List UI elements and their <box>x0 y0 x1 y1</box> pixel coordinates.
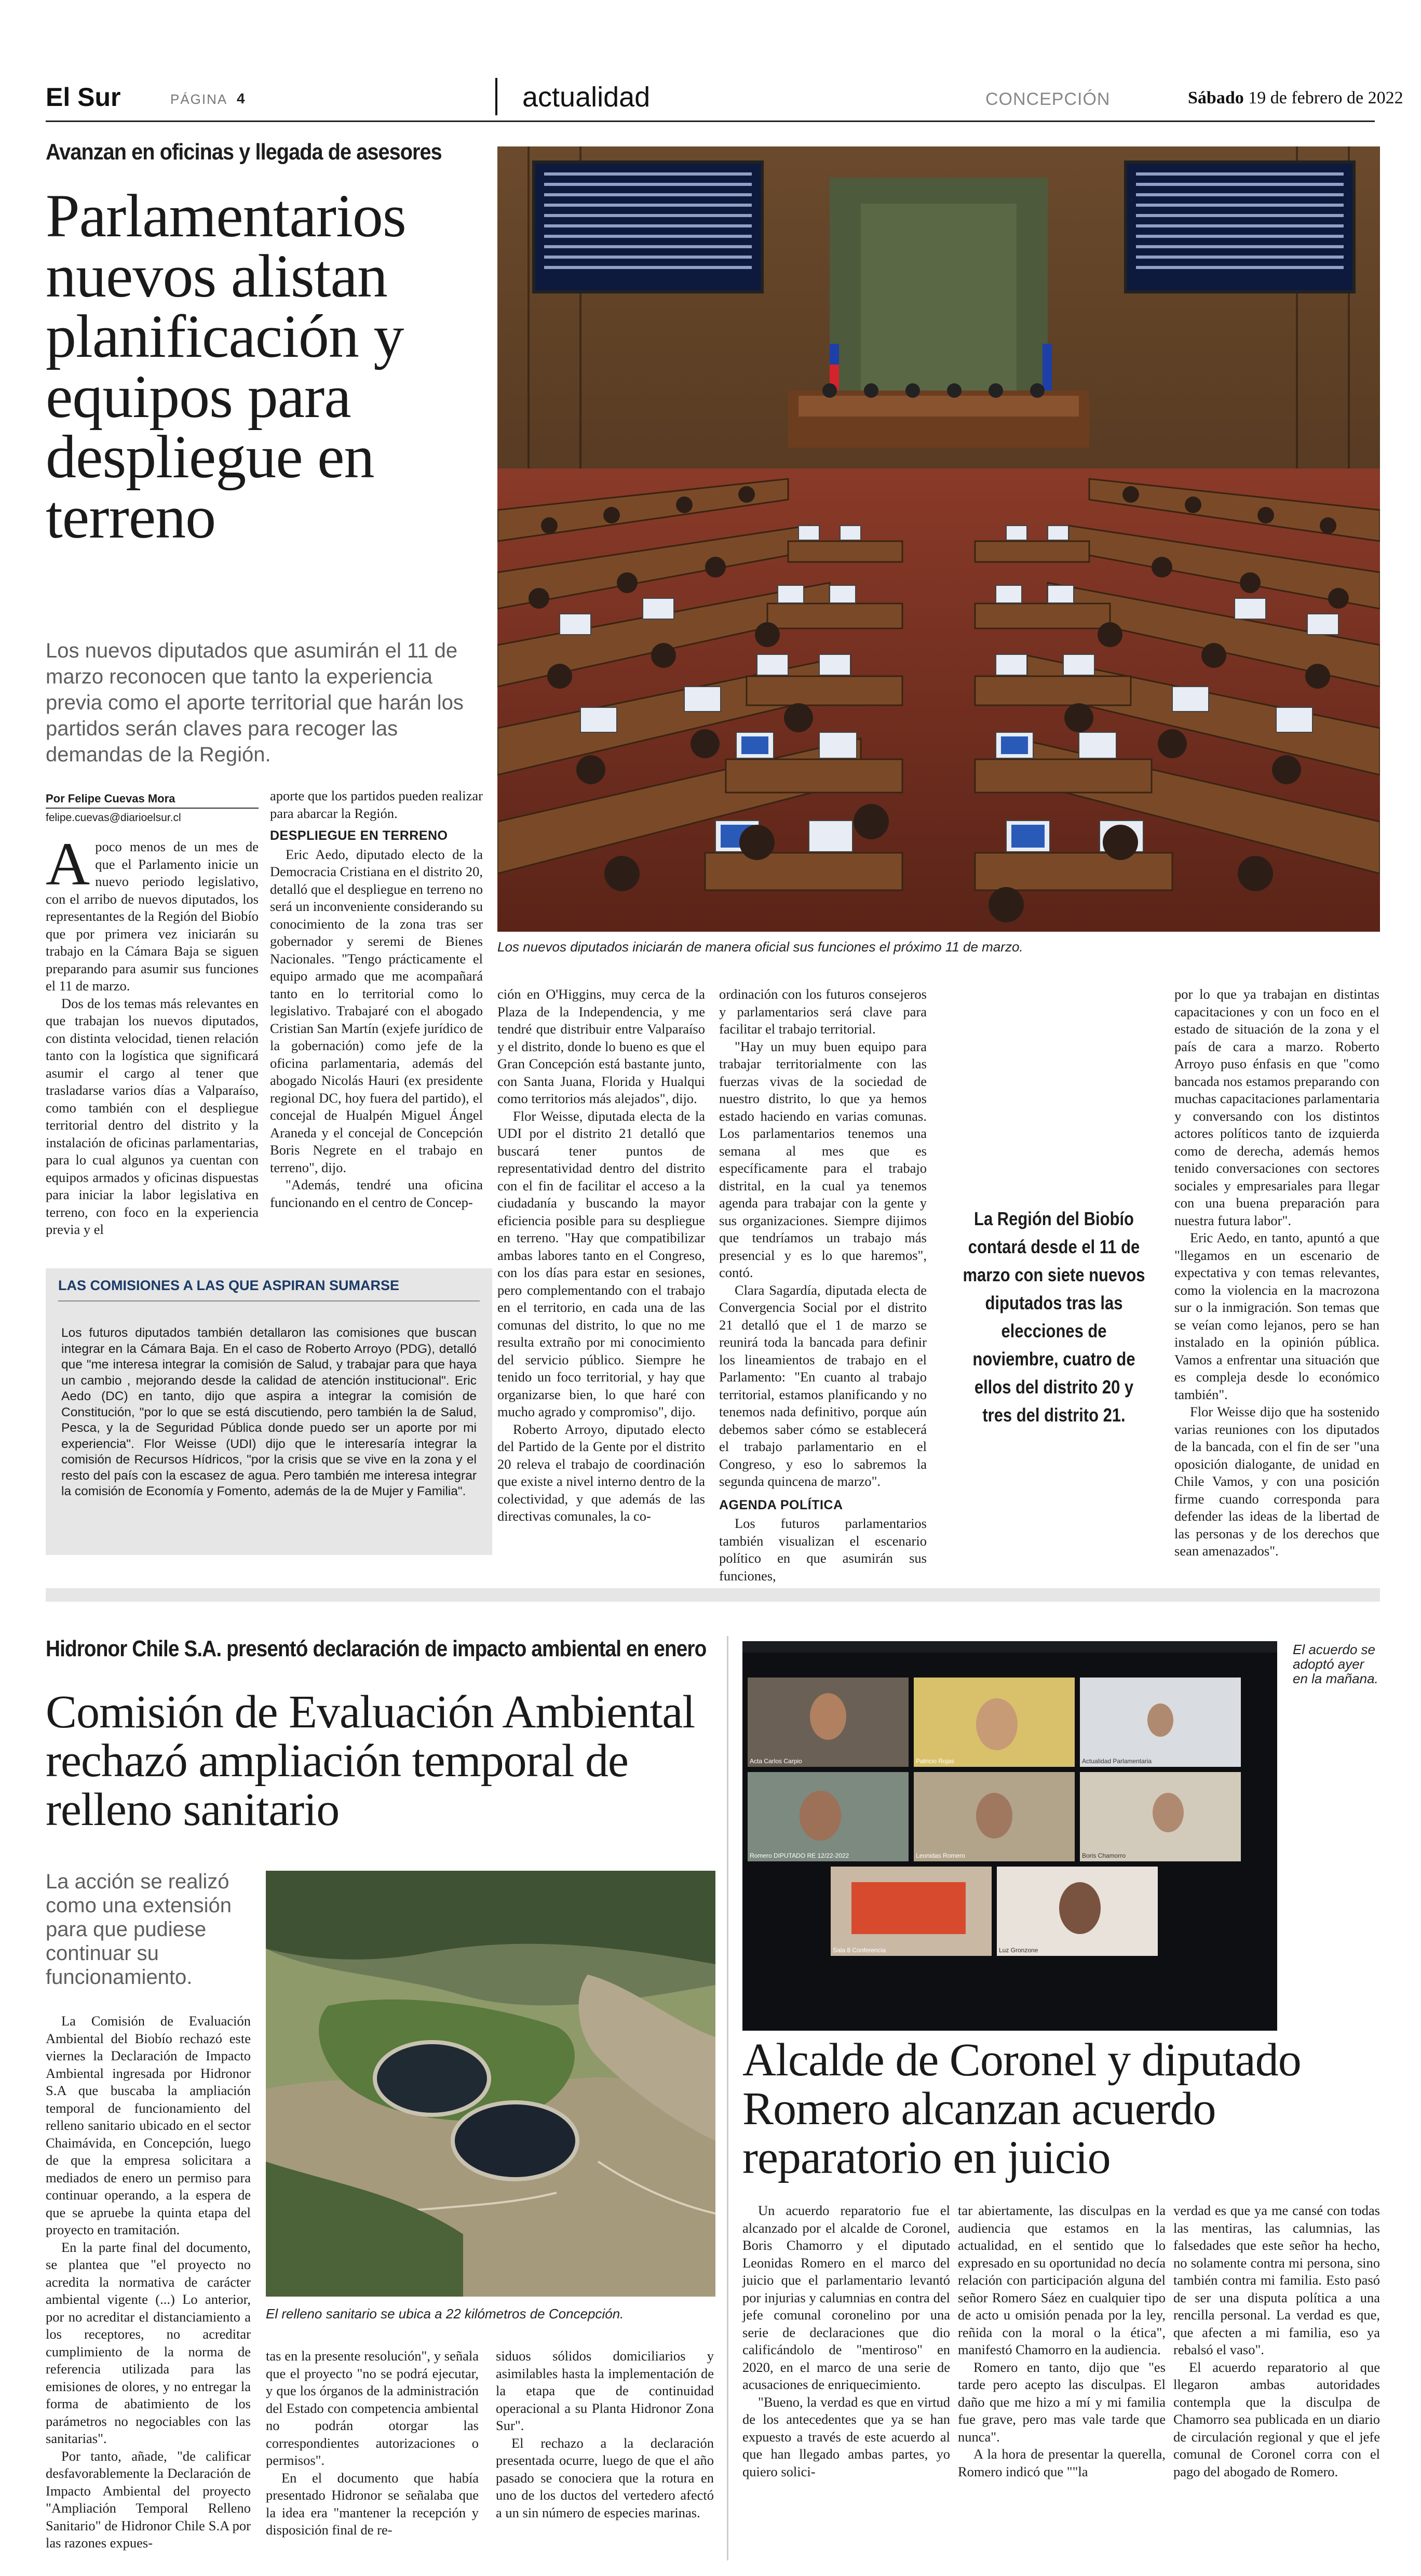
byline-email: felipe.cuevas@diarioelsur.cl <box>46 812 181 824</box>
dropcap: A <box>46 830 90 898</box>
person-head <box>1147 1703 1173 1737</box>
paragraph: Flor Weisse, diputada electa de la UDI por el distrito 21 detalló que buscará tener puntos de representatividad dentro del distrito con el fin de facilitar el acceso a la ciudadanía y buscando la mayor eficiencia posible para su despliegue en terreno. "Hay que compatibilizar ambas labores tanto en el Congreso, con los días para estar en sesiones, pero complementando con el trabajo en el territorio, en cada una de las comunas del distrito, lo que no me resulta extraño por mi conocimiento del servicio público. Siempre he tenido un foco territorial, y hay que organizarse bien, lo que haré con mucho agrado y compromiso", dijo. <box>497 1108 705 1419</box>
paragraph: Los futuros parlamentarios también visualizan el escenario político en que asumirán sus funciones, <box>719 1515 927 1584</box>
pullquote: La Región del Biobío contará desde el 11 de marzo con siete nuevos diputados tras las elecciones de noviembre, cuatro de ellos del distrito 20 y tres del distrito 21. <box>963 1208 1145 1426</box>
byline <box>46 792 259 824</box>
paragraph: ordinación con los futuros consejeros y parlamentarios será clave para facilitar el trabajo territorial. <box>719 986 927 1037</box>
page-label: PÁGINA <box>170 91 228 107</box>
article2-lead: La acción se realizó como una extensión para que pudiese continuar su funcionamiento. <box>46 1870 232 1989</box>
video-tile <box>997 1867 1158 1956</box>
video-tile-label: Romero DIPUTADO RE 12/22-2022 <box>750 1852 849 1859</box>
paragraph: "Hay un muy buen equipo para trabajar territorialmente con las fuerzas vivas de la sociedad de nuestro distrito, lo que ya hemos estado haciendo en varias comunas. Los parlamentarios tenemos una semana al mes que es específicamente para el trabajo distrital, en la cual ya tenemos agenda para trabajar con la gente y sus organizaciones. Siempre dijimos que tendríamos un trabajo más presencial y es lo que haremos", contó. <box>719 1038 927 1280</box>
person-head <box>810 1693 846 1740</box>
date-rest: 19 de febrero de 2022 <box>1248 88 1403 108</box>
article1-headline: Parlamentarios nuevos alistan planificación y equipos para despliegue en terreno <box>46 182 406 551</box>
person-head <box>1153 1793 1184 1832</box>
paragraph: Flor Weisse dijo que ha sostenido varias reuniones con los diputados de la bancada, con el fin de ser "una oposición dialogante, de unidad en Chile Vamos, y con una posición firme cuando corresponda para defender las ideas de la libertad de las personas y de los derechos que sean amenazados". <box>1174 1404 1379 1559</box>
video-tile <box>748 1772 909 1861</box>
paragraph: El acuerdo reparatorio al que llegaron ambas autoridades contempla que la disculpa de Chamorro sea publicada en un diario de circulación regional y que el jefe comunal de Coronel corra con el pago del abogado de Romero. <box>1173 2359 1380 2479</box>
article3-headline: Alcalde de Coronel y diputado Romero alcanzan acuerdo reparatorio en juicio <box>742 2034 1301 2183</box>
projector-screen <box>851 1882 966 1934</box>
person-head <box>800 1791 841 1841</box>
paragraph: Dos de los temas más relevantes en que trabajan los nuevos diputados, con distinta velocidad, tienen relación tanto con la logística que significará asumir el cargo al tener que trasladarse varios días a Valparaíso, como también con el despliegue territorial dentro del distrito y la instalación de oficinas parlamentarias, para lo cual algunos ya cuentan con equipos armados y oficinas dispuestas para iniciar la labor legislativa en terreno, con foco en la experiencia previa y el <box>46 995 259 1237</box>
article-separator <box>46 1588 1380 1602</box>
landfill-illustration <box>266 1871 715 2297</box>
date-weekday: Sábado <box>1188 88 1244 108</box>
article2-col2 <box>266 2347 479 2539</box>
subhead-agenda: AGENDA POLÍTICA <box>719 1497 843 1512</box>
column-divider <box>727 1636 728 2560</box>
article3-col3 <box>1173 2202 1380 2480</box>
article2-kicker: Hidronor Chile S.A. presentó declaración de impacto ambiental en enero <box>46 1636 707 1661</box>
article2-headline: Comisión de Evaluación Ambiental rechazó ampliación temporal de relleno sanitario <box>46 1686 695 1835</box>
paragraph: Romero en tanto, dijo que "es tarde pero acepto las disculpas. El daño que me hizo a mí y mi familia fue grave, pero mas vale tarde que nunca". <box>958 2359 1166 2445</box>
date-label <box>1188 88 1403 108</box>
video-tile-label: Actualidad Parlamentaria <box>1082 1757 1152 1765</box>
paragraph: verdad es que ya me cansé con todas las mentiras, las calumnias, las falsedades que este señor ha hecho, no solamente contra mi persona, sino también contra mi familia. Esto pasó de ser una disputa política a una rencilla personal. La verdad es que, que afecten a mi familia, eso ya rebalsó el vaso". <box>1173 2203 1380 2357</box>
header-divider <box>495 78 497 115</box>
landfill-photo-caption: El relleno sanitario se ubica a 22 kilómetros de Concepción. <box>266 2306 624 2322</box>
page-header <box>46 78 1403 119</box>
paragraph: El rechazo a la declaración presentada ocurre, luego de que el año pasado se conociera que la rotura en uno de los ductos del vertedero afectó a un sin número de especies marinas. <box>496 2435 714 2520</box>
sidebar-title: LAS COMISIONES A LAS QUE ASPIRAN SUMARSE <box>58 1278 400 1293</box>
video-top-bar <box>742 1641 1277 1653</box>
sidebar-rule <box>58 1300 480 1302</box>
paragraph: siduos sólidos domiciliarios y asimilables hasta la implementación de la etapa que de continuidad operacional a su Planta Hidronor Zona Sur". <box>496 2348 714 2433</box>
paragraph: "Bueno, la verdad es que en virtud de los antecedentes que ya se han expuesto a través de este acuerdo al que han llegado ambas partes, yo quiero solici- <box>742 2394 950 2479</box>
paper-name: El Sur <box>46 83 121 112</box>
article2-col3 <box>496 2347 714 2521</box>
paragraph: En la parte final del documento, se plantea que "el proyecto no acredita la normativa de carácter ambiental vigente (...) Lo anterior, por no acreditar el distanciamiento a los receptores, no acreditar cumplimiento de la norma de referencia utilizada para las emisiones de olores, y no entregar la forma de abatimiento de los parámetros no negociables con las sanitarias". <box>46 2239 251 2446</box>
chamber-photo-caption: Los nuevos diputados iniciarán de manera oficial sus funciones el próximo 11 de marzo. <box>497 939 1023 955</box>
video-tile <box>1080 1772 1241 1861</box>
video-tile <box>748 1678 909 1767</box>
subhead-despliegue: DESPLIEGUE EN TERRENO <box>270 828 448 843</box>
paragraph: Roberto Arroyo, diputado electo del Partido de la Gente por el distrito 20 releva el trabajo de coordinación que existe a nivel interno dentro de la colectividad, y que además de las directivas comunales, la co- <box>497 1421 705 1524</box>
videoconference-caption: El acuerdo se adoptó ayer en la mañana. <box>1293 1642 1378 1686</box>
article1-col6 <box>1174 986 1379 1560</box>
video-tile <box>914 1772 1075 1861</box>
landfill-photo <box>266 1871 715 2297</box>
video-tile-label: Boris Chamorro <box>1082 1852 1126 1859</box>
section-name: actualidad <box>522 82 651 113</box>
article1-col2 <box>270 787 483 1211</box>
sidebar-box <box>46 1268 492 1555</box>
chamber-illustration <box>497 146 1380 932</box>
person-head <box>1059 1882 1101 1934</box>
videoconference-photo <box>742 1641 1277 2031</box>
paragraph: aporte que los partidos pueden realizar para abarcar la Región. <box>270 788 483 821</box>
article3-col2 <box>958 2202 1166 2480</box>
paragraph: ción en O'Higgins, muy cerca de la Plaza de la Independencia, y me tendré que distribuir entre Valparaíso y el distrito, donde lo bueno es que el Gran Concepción está bastante junto, con Santa Juana, Florida y Hualqui como territorios más alejados", dijo. <box>497 986 705 1106</box>
paragraph: Por tanto, añade, "de calificar desfavorablemente la Declaración de Impacto Ambiental del proyecto "Ampliación Temporal Relleno Sanitario" de Hidronor Chile S.A por las razones expues- <box>46 2448 251 2551</box>
paragraph: A la hora de presentar la querella, Romero indicó que ""la <box>958 2446 1166 2479</box>
chamber-photo <box>497 146 1380 932</box>
page-number: 4 <box>237 90 245 106</box>
paragraph: poco menos de un mes de que el Parlamento inicie un nuevo periodo legislativo, con el arribo de nuevos diputados, los representantes de la Región del Biobío que por primera vez iniciarán su trabajo en la Cámara Baja se siguen preparando para asumir sus funciones el 11 de marzo. <box>46 839 259 994</box>
city-label: CONCEPCIÓN <box>985 89 1111 109</box>
paragraph: La Comisión de Evaluación Ambiental del Biobío rechazó este viernes la Declaración de Impacto Ambiental ingresada por Hidronor S.A que buscaba la ampliación temporal de funcionamiento del relleno sanitario ubicado en el sector Chaimávida, en Concepción, luego de que la empresa solicitara a mediados de enero un permiso para continuar operando, a la espera de que se apruebe la quinta etapa del proyecto en tramitación. <box>46 2013 251 2237</box>
header-rule <box>46 120 1375 122</box>
article1-col4 <box>719 986 927 1585</box>
article1-kicker: Avanzan en oficinas y llegada de asesores <box>46 139 442 165</box>
video-tile-label: Acta Carlos Carpio <box>750 1757 802 1765</box>
paragraph: En el documento que había presentado Hidronor se señalaba que la idea era "mantener la recepción y disposición final de re- <box>266 2470 479 2538</box>
person-head <box>976 1698 1018 1750</box>
sidebar-text: Los futuros diputados también detallaron las comisiones que buscan integrar en la Cámara Baja. En el caso de Roberto Arroyo (PDG), detalló que "me interesa integrar la comisión de Salud, y trabajar para que haya un cambio , mejorando desde la calidad de atención institucional". Eric Aedo (DC) en tanto, dijo que aspira a integrar la comisión de Constitución, "por lo que se está discutiendo, pero también la de Salud, Pesca, y la de Seguridad Pública donde puedo ser un aporte por mi experiencia". Flor Weisse (UDI) dijo que le interesaría integrar la comisión de Recursos Hídricos, "por la crisis que se vive en la zona y el resto del país con la escasez de agua. Pero también me interesa integrar la comisión de Economía y Fomento, además de la de Mujer y Familia". <box>61 1326 477 1498</box>
paragraph: Un acuerdo reparatorio fue el alcanzado por el alcalde de Coronel, Boris Chamorro y el diputado Leonidas Romero en el marco del juicio que el parlamentario levantó por injurias y calumnias en contra del jefe comunal coronelino por una serie de declaraciones que dio calificándolo de "mentiroso" en 2020, en el marco de una serie de acusaciones de enriquecimiento. <box>742 2203 950 2392</box>
video-tile-label: Sala 8 Conferencia <box>833 1947 886 1954</box>
paragraph: Eric Aedo, diputado electo de la Democracia Cristiana en el distrito 20, detalló que el despliegue en terreno no será un inconveniente considerando su conocimiento de la zona tras ser gobernador y seremi de Bienes Nacionales. "Tengo prácticamente el equipo armado que me acompañará tanto en lo territorial como lo legislativo. Trabajaré con el abogado Cristian San Martín (exjefe jurídico de la gobernación) como jefe de la oficina parlamentaria, además del abogado Nicolás Hauri (ex presidente regional DC, hoy fuera del partido), el concejal de Hualpén Miguel Ángel Araneda y el concejal de Concepción Boris Negrete en el trabajo en terreno", dijo. <box>270 846 483 1175</box>
video-tile-label: Luz Gronzone <box>999 1947 1038 1954</box>
paragraph: por lo que ya trabajan en distintas capacitaciones y con un foco en el estado de situación de la zona y el país de cara a marzo. Roberto Arroyo puso énfasis en que "como bancada nos estamos preparando con muchas capacitaciones parlamentaria y conversando con los distintos actores políticos tanto de izquierda como de derecha, además hemos tenido conversaciones con sectores sociales y empresariales para llegar con una buena preparación para nuestra futura labor". <box>1174 986 1379 1228</box>
article3-col1 <box>742 2202 950 2480</box>
paragraph: Clara Sagardía, diputada electa de Convergencia Social por el distrito 21 detalló que el 1 de marzo se reunirá toda la bancada para definir los lineamientos de trabajo en el Parlamento: "En cuanto al trabajo territorial, estamos planificando y no tenemos nada definitivo, porque aún debemos saber cómo se establecerá el trabajo parlamentario en el Congreso, y eso lo sabremos la segunda quincena de marzo". <box>719 1282 927 1489</box>
article1-col3 <box>497 986 705 1525</box>
person-head <box>976 1793 1012 1839</box>
video-tile <box>914 1678 1075 1767</box>
article1-col1 <box>46 830 259 1239</box>
video-tile-label: Patricio Rojas <box>916 1757 955 1765</box>
article2-col1 <box>46 2013 251 2552</box>
video-tile <box>831 1867 992 1956</box>
video-tile <box>1080 1678 1241 1767</box>
paragraph: tas en la presente resolución", y señala que el proyecto "no se podrá ejecutar, y que los órganos de la administración del Estado con competencia ambiental no podrán otorgar las correspondientes autorizaciones o permisos". <box>266 2348 479 2468</box>
video-tile-label: Leonidas Romero <box>916 1852 965 1859</box>
article1-lead: Los nuevos diputados que asumirán el 11 de marzo reconocen que tanto la experiencia previa como el aporte territorial que harán los partidos serán claves para recoger las demandas de la Región. <box>46 639 464 766</box>
paragraph: "Además, tendré una oficina funcionando en el centro de Concep- <box>270 1177 483 1210</box>
paragraph: Eric Aedo, en tanto, apuntó a que "llegamos en un escenario de expectativa y con temas relevantes, como la violencia en la macrozona sur o la inmigración. Son temas que se veían como lejanos, pero se han instalado en la opinión pública. Vamos a enfrentar una situación que es compleja desde lo económico también". <box>1174 1230 1379 1402</box>
byline-name: Por Felipe Cuevas Mora <box>46 792 259 809</box>
paragraph: tar abiertamente, las disculpas en la audiencia que estamos en la actualidad, en el sentido que lo expresado en su oportunidad no decía relación con participación alguna del señor Romero Sáez en cualquier tipo de acto u omisión penada por la ley, reñida con la moral o la ética", manifestó Chamorro en la audiencia. <box>958 2203 1166 2357</box>
